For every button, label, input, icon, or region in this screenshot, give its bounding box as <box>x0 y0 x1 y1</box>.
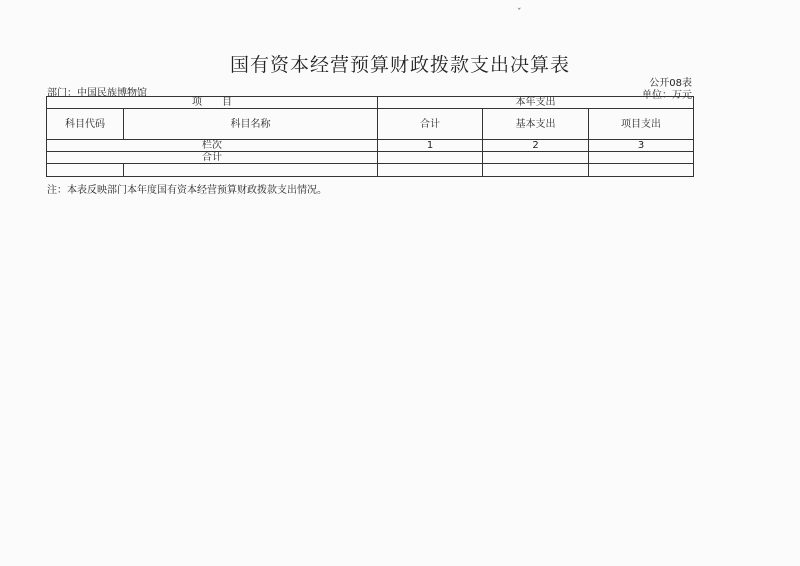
header-subject-code: 科目代码 <box>47 109 124 140</box>
row-index-label: 栏次 <box>47 140 378 152</box>
total-cell <box>378 152 483 164</box>
index-1: 1 <box>378 140 483 152</box>
expenditure-table <box>46 96 694 177</box>
empty-project-cell <box>589 164 694 177</box>
footnote: 注：本表反映部门本年度国有资本经营预算财政拨款支出情况。 <box>47 185 327 196</box>
index-2: 2 <box>483 140 589 152</box>
header-project-expenditure: 项目支出 <box>589 109 694 140</box>
empty-name-cell <box>124 164 378 177</box>
table-row-empty <box>47 164 694 177</box>
index-3: 3 <box>589 140 694 152</box>
scan-mark: ˇ <box>517 8 522 18</box>
header-item-group: 项 目 <box>47 97 378 109</box>
unit-label: 单位：万元 <box>642 90 692 101</box>
form-code: 公开08表 <box>649 78 692 89</box>
header-basic-expenditure: 基本支出 <box>483 109 589 140</box>
page-title: 国有资本经营预算财政拨款支出决算表 <box>229 54 570 76</box>
table-row-index <box>47 140 694 152</box>
row-total-label: 合计 <box>47 152 378 164</box>
table-header-row <box>47 109 694 140</box>
total-project-cell <box>589 152 694 164</box>
header-year-expenditure: 本年支出 <box>378 97 694 109</box>
table-header-group-row <box>47 97 694 109</box>
header-total: 合计 <box>378 109 483 140</box>
total-basic-cell <box>483 152 589 164</box>
empty-total-cell <box>378 164 483 177</box>
department-label: 部门：中国民族博物馆 <box>47 88 147 99</box>
header-subject-name: 科目名称 <box>124 109 378 140</box>
table-row-total <box>47 152 694 164</box>
empty-code-cell <box>47 164 124 177</box>
empty-basic-cell <box>483 164 589 177</box>
